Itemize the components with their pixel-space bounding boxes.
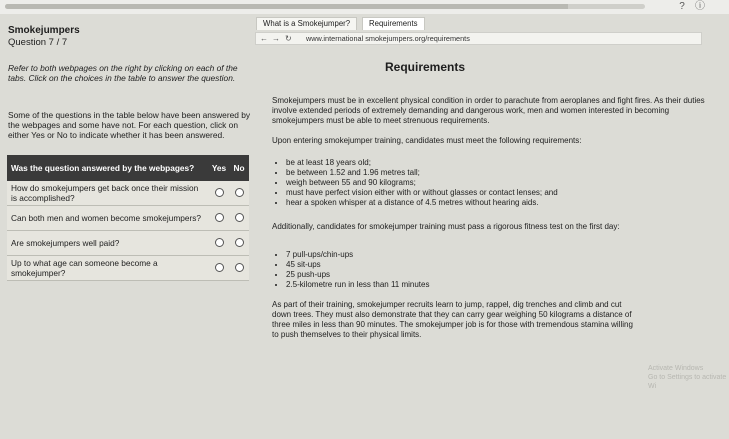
table-row [7,181,249,206]
fitness-lead: Additionally, candidates for smokejumper training must pass a rigorous fitness test on the first day: [272,222,620,231]
no-radio[interactable] [235,188,244,197]
no-header: No [229,155,249,181]
row-question: How do smokejumpers get back once their mission is accomplished? [7,181,209,206]
progress-fill [5,4,568,9]
row-question: Up to what age can someone become a smokejumper? [7,256,209,281]
closing-paragraph: As part of their training, smokejumper recruits learn to jump, rappel, dig trenches and climb and cut down trees. They must also demonstrate that they can carry gear weighing 50 kilograms a distance of three miles in less than 90 minutes. The smokejumper job is for those with tremendous stamina willing to push themselves to their physical limits. [272,300,633,339]
yes-radio[interactable] [215,238,224,247]
app-title: Smokejumpers [8,25,80,36]
intro-paragraph: Smokejumpers must be in excellent physical condition in order to parachute from aeroplanes and fight fires. As their duties involve extended periods of extremely demanding and dangerous work, men and women interested in becoming smokejumpers must be able to meet strenuous requirements. [272,96,705,125]
table-row [7,231,249,256]
table-row [7,206,249,231]
table-header [7,155,249,181]
list-item: • must have perfect vision either with or without glasses or contact lenses; and [286,188,716,198]
page-title: Requirements [385,60,466,74]
help-icon[interactable]: ? [679,1,685,12]
requirements-lead: Upon entering smokejumper training, candidates must meet the following requirements: [272,136,582,145]
top-bar [0,0,729,14]
progress-bar [5,4,645,9]
fitness-list [272,250,716,290]
refresh-icon[interactable]: ↻ [285,34,292,43]
back-icon[interactable]: ← [260,34,268,43]
yes-radio[interactable] [215,263,224,272]
list-item: • weigh between 55 and 90 kilograms; [286,178,716,188]
tab-requirements[interactable]: Requirements [362,17,425,30]
info-icon[interactable]: ⓘ [695,1,705,12]
instructions-note: Some of the questions in the table below have been answered by the webpages and some have not. For each question, click on either Yes or No to indicate whether it has been answered. [8,110,251,140]
list-item: • 7 pull-ups/chin-ups [286,250,716,260]
list-item: • 2.5-kilometre run in less than 11 minutes [286,280,716,290]
row-question: Can both men and women become smokejumpers? [7,206,209,231]
tab-what-is-a-smokejumper[interactable]: What is a Smokejumper? [256,17,357,30]
yes-header: Yes [209,155,229,181]
question-header: Was the question answered by the webpages? [7,155,209,181]
forward-icon[interactable]: → [272,34,280,43]
address-bar[interactable] [255,32,702,45]
windows-watermark: Activate Windows Go to Settings to activate Wi [648,365,727,390]
table-row [7,256,249,281]
yes-radio[interactable] [215,213,224,222]
url-text: www.international smokejumpers.org/requirements [306,34,470,43]
no-radio[interactable] [235,213,244,222]
yes-radio[interactable] [215,188,224,197]
list-item: • hear a spoken whisper at a distance of 4.5 metres without hearing aids. [286,198,716,208]
list-item: • be at least 18 years old; [286,158,716,168]
requirements-list [272,158,716,208]
question-counter: Question 7 / 7 [8,37,68,48]
instructions: Refer to both webpages on the right by clicking on each of the tabs. Click on the choices in the table to answer the question. [8,63,238,83]
no-radio[interactable] [235,263,244,272]
list-item: • 45 sit-ups [286,260,716,270]
row-question: Are smokejumpers well paid? [7,231,209,256]
answer-table [7,155,249,281]
list-item: • be between 1.52 and 1.96 metres tall; [286,168,716,178]
no-radio[interactable] [235,238,244,247]
list-item: • 25 push-ups [286,270,716,280]
